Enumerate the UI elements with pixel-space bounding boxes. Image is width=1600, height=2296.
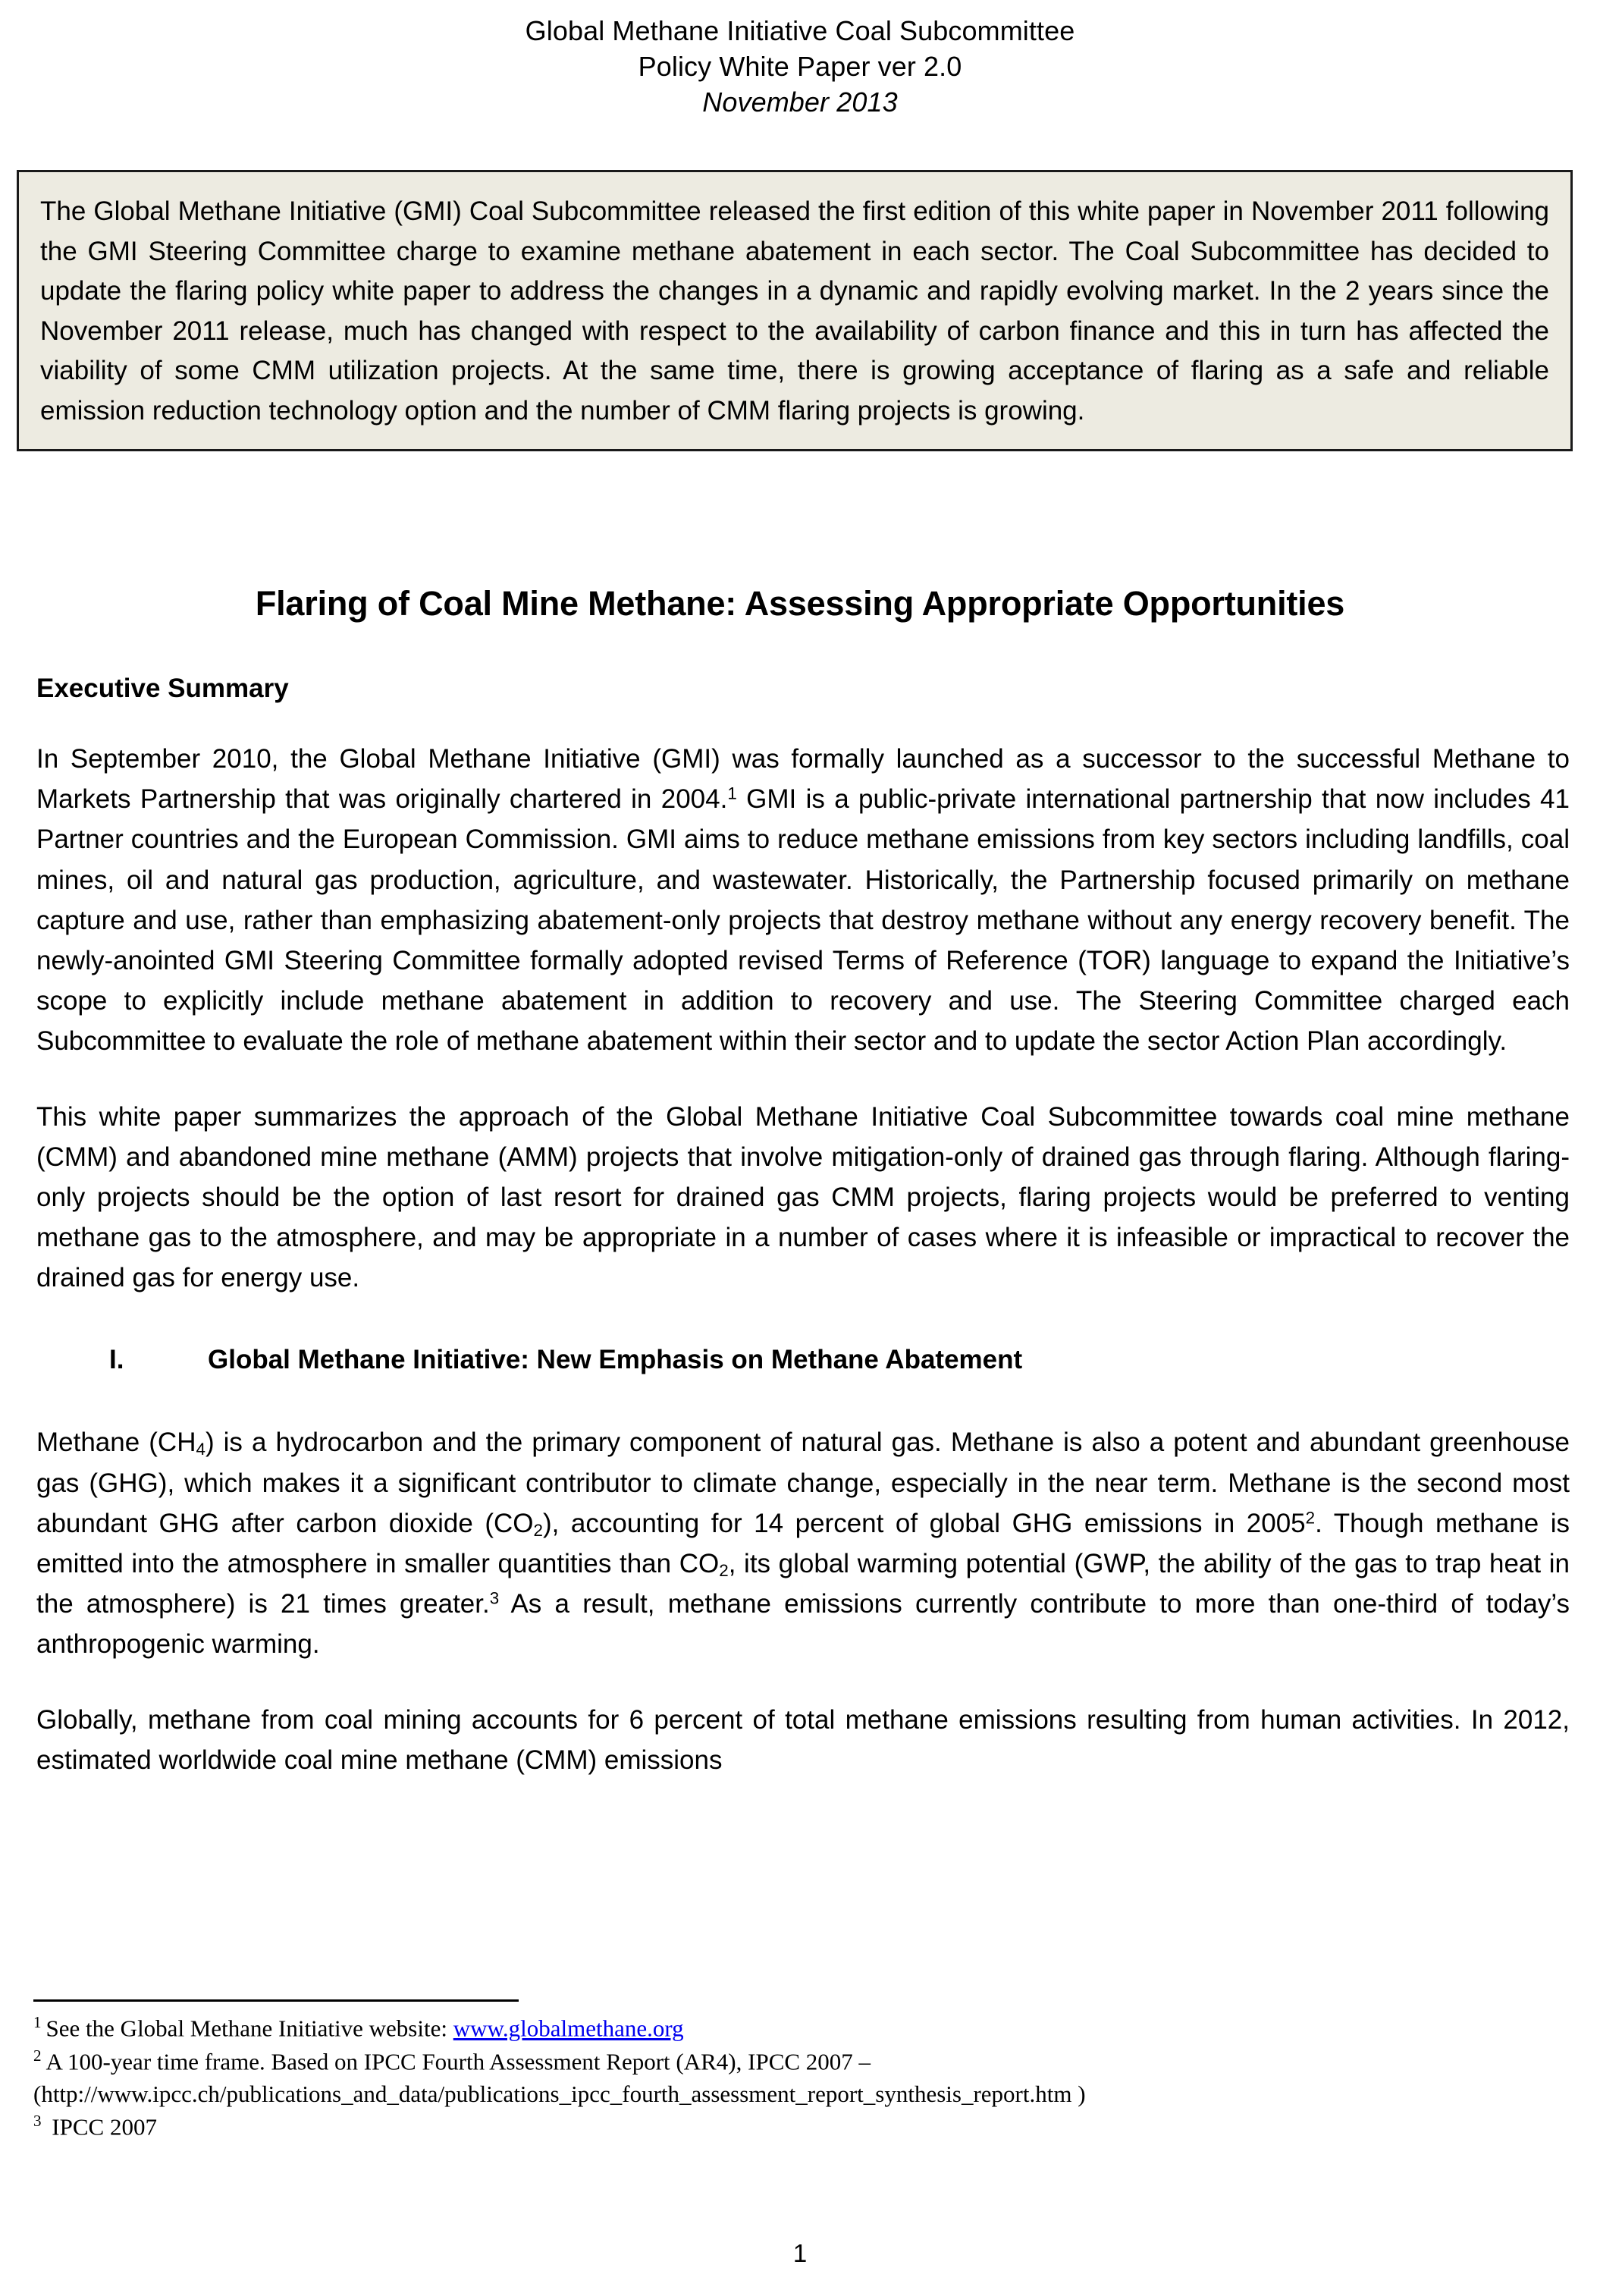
executive-summary-heading: Executive Summary — [36, 674, 289, 703]
section-one-paragraph-1 — [36, 1422, 1570, 1664]
header-line-date: November 2013 — [702, 86, 898, 118]
footnote-separator-rule — [33, 1999, 519, 2002]
footnote-marker: 3 — [33, 2112, 42, 2131]
footnote-item — [33, 2046, 1570, 2078]
co2-subscript-2: 2 — [719, 1560, 729, 1580]
footnote-ref-1[interactable]: 1 — [727, 784, 737, 803]
abstract-callout-box — [17, 170, 1573, 451]
s1-p1-d: . Though methane is emitted into the atmosphere in smaller quantities than CO — [36, 1508, 1570, 1578]
page-number: 1 — [792, 2239, 808, 2267]
document-body — [36, 674, 1570, 1780]
section-numeral: I. — [109, 1345, 124, 1375]
s1-p1-e: , its global warming potential (GWP, the ability of the gas to trap heat in the atmosphere) is 21 times greater. — [36, 1549, 1570, 1619]
footnote-ref-2[interactable]: 2 — [1305, 1508, 1316, 1528]
footnote-text: IPCC 2007 — [45, 2113, 157, 2141]
footnote-area — [33, 1999, 1570, 2144]
footnote-item — [33, 2111, 1570, 2143]
s1-p1-c: ), accounting for 14 percent of global GHG emissions in 2005 — [543, 1508, 1306, 1538]
exec-p1-part-b: GMI is a public-private international partnership that now includes 41 Partner countries and the European Commission. GMI aims to reduce methane emissions from key sectors including landfills, coal mines, oil and natural gas production, agriculture, and wastewater. Historically, the Partnership focused primarily on methane capture and use, rather than emphasizing abatement-only projects that destroy methane without any energy recovery benefit. The newly-anointed GMI Steering Committee formally adopted revised Terms of Reference (TOR) language to expand the Initiative’s scope to explicitly include methane abatement in addition to recovery and use. The Steering Committee charged each Subcommittee to evaluate the role of methane abatement within their sector and to update the sector Action Plan accordingly. — [36, 784, 1570, 1057]
s1-p1-b: ) is a hydrocarbon and the primary component of natural gas. Methane is also a potent and abundant greenhouse gas (GHG), which makes it a significant contributor to climate change, especially in the near term. Methane is the second most abundant GHG after carbon dioxide (CO — [36, 1428, 1570, 1538]
co2-subscript-1: 2 — [533, 1520, 543, 1540]
footnote-text: See the Global Methane Initiative website: — [45, 2015, 453, 2042]
footnote-url-text: (http://www.ipcc.ch/publications_and_data/publications_ipcc_fourth_assessment_report_synthesis_report.htm ) — [33, 2080, 1086, 2107]
executive-summary-paragraph-2: This white paper summarizes the approach of the Global Methane Initiative Coal Subcommittee towards coal mine methane (CMM) and abandoned mine methane (AMM) projects that involve mitigation-only of drained gas through flaring. Although flaring-only projects should be the option of last resort for drained gas CMM projects, flaring projects would be preferred to venting methane gas to the atmosphere, and may be appropriate in a number of cases where it is infeasible or impractical to recover the drained gas for energy use. — [36, 1101, 1570, 1293]
header-line-document-type: Policy White Paper ver 2.0 — [638, 50, 962, 82]
footnote-text: A 100-year time frame. Based on IPCC Fourth Assessment Report (AR4), IPCC 2007 – — [45, 2048, 871, 2075]
footnote-ref-3[interactable]: 3 — [489, 1588, 500, 1608]
header-line-organization: Global Methane Initiative Coal Subcommittee — [525, 15, 1075, 46]
executive-summary-paragraph-1 — [36, 739, 1570, 1062]
globalmethane-link[interactable]: www.globalmethane.org — [453, 2015, 684, 2042]
footnote-continuation — [33, 2079, 1570, 2109]
footnote-item — [33, 2012, 1570, 2044]
section-heading-one — [36, 1345, 1570, 1375]
document-header — [0, 0, 1600, 120]
exec-p1-part-a: In September 2010, the Global Methane Initiative (GMI) was formally launched as a successor to the successful Methane to Markets Partnership that was originally chartered in 2004. — [36, 744, 1570, 815]
section-one-paragraph-2: Globally, methane from coal mining accounts for 6 percent of total methane emissions resulting from human activities. In 2012, estimated worldwide coal mine methane (CMM) emissions — [36, 1704, 1570, 1775]
footnote-marker: 2 — [33, 2046, 42, 2065]
abstract-text: The Global Methane Initiative (GMI) Coal Subcommittee released the first edition of this white paper in November 2011 following the GMI Steering Committee charge to examine methane abatement in each sector. The Coal Subcommittee has decided to update the flaring policy white paper to address the changes in a dynamic and rapidly evolving market. In the 2 years since the November 2011 release, much has changed with respect to the availability of carbon finance and this in turn has affected the viability of some CMM utilization projects. At the same time, there is growing acceptance of flaring as a safe and reliable emission reduction technology option and the number of CMM flaring projects is growing. — [40, 196, 1549, 426]
s1-p1-f: As a result, methane emissions currently contribute to more than one-third of today’s anthropogenic warming. — [36, 1589, 1570, 1660]
section-heading-text: Global Methane Initiative: New Emphasis on Methane Abatement — [208, 1345, 1023, 1375]
footnote-marker: 1 — [33, 2013, 42, 2031]
ch4-subscript: 4 — [196, 1440, 205, 1459]
s1-p1-a: Methane (CH — [36, 1428, 196, 1458]
page-title: Flaring of Coal Mine Methane: Assessing Appropriate Opportunities — [255, 584, 1345, 623]
